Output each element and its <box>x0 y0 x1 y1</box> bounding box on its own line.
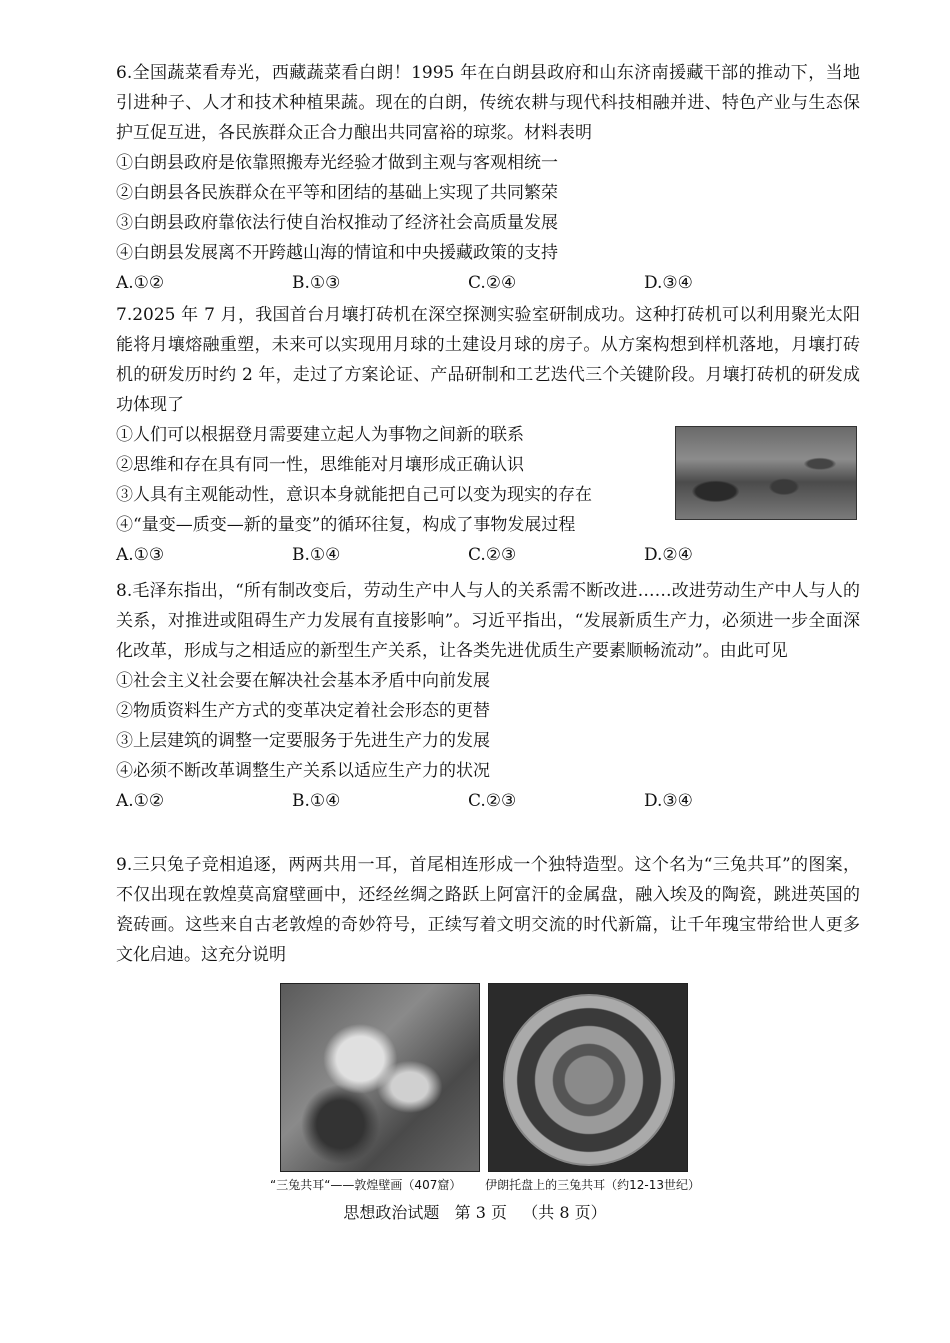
question-6-option-3: ③白朗县政府靠依法行使自治权推动了经济社会高质量发展 <box>116 213 558 233</box>
question-7-option-2: ②思维和存在具有同一性，思维能对月壤形成正确认识 <box>116 455 524 475</box>
choice-a: A.①③ <box>116 545 165 565</box>
choice-b: B.①④ <box>292 791 341 811</box>
question-8-option-4: ④必须不断改革调整生产关系以适应生产力的状况 <box>116 761 490 781</box>
question-9 <box>116 850 860 970</box>
lunar-soil-photo <box>675 426 857 520</box>
question-8-option-2: ②物质资料生产方式的变革决定着社会形态的更替 <box>116 701 490 721</box>
question-7-option-1: ①人们可以根据登月需要建立起人为事物之间新的联系 <box>116 425 524 445</box>
figure-captions <box>270 1176 700 1193</box>
question-8-stem: 8.毛泽东指出，“所有制改变后，劳动生产中人与人的关系需不断改进……改进劳动生产中人与人的关系，对推进或阻碍生产力发展有直接影响”。习近平指出，“发展新质生产力，必须进一步全面深化改革，形成与之相适应的新型生产关系，让各类先进优质生产要素顺畅流动”。由此可见 <box>116 581 860 661</box>
choice-a: A.①② <box>116 791 165 811</box>
question-8-option-3: ③上层建筑的调整一定要服务于先进生产力的发展 <box>116 731 490 751</box>
choice-a: A.①② <box>116 273 165 293</box>
question-8 <box>116 576 860 816</box>
question-8-option-1: ①社会主义社会要在解决社会基本矛盾中向前发展 <box>116 671 490 691</box>
choice-b: B.①③ <box>292 273 341 293</box>
choice-c: C.②④ <box>468 273 517 293</box>
choice-b: B.①④ <box>292 545 341 565</box>
page-footer: 思想政治试题 第 3 页 （共 8 页） <box>343 1203 607 1222</box>
choice-c: C.②③ <box>468 791 517 811</box>
question-6-choices <box>116 268 860 298</box>
question-6-option-1: ①白朗县政府是依靠照搬寿光经验才做到主观与客观相统一 <box>116 153 558 173</box>
choice-c: C.②③ <box>468 545 517 565</box>
question-8-choices <box>116 786 860 816</box>
question-6 <box>116 58 860 298</box>
caption-right: 伊朗托盘上的三兔共耳（约12-13世纪） <box>485 1178 700 1192</box>
question-6-option-4: ④白朗县发展离不开跨越山海的情谊和中央援藏政策的支持 <box>116 243 558 263</box>
question-9-stem: 9.三只兔子竞相追逐，两两共用一耳，首尾相连形成一个独特造型。这个名为“三兔共耳”的图案，不仅出现在敦煌莫高窟壁画中，还经丝绸之路跃上阿富汗的金属盘，融入埃及的陶瓷，跳进英国的瓷砖画。这些来自古老敦煌的奇妙符号，正续写着文明交流的时代新篇，让千年瑰宝带给世人更多文化启迪。这充分说明 <box>116 855 860 965</box>
question-6-option-2: ②白朗县各民族群众在平等和团结的基础上实现了共同繁荣 <box>116 183 558 203</box>
question-7-stem: 7.2025 年 7 月，我国首台月壤打砖机在深空探测实验室研制成功。这种打砖机可以利用聚光太阳能将月壤熔融重塑，未来可以实现用月球的土建设月球的房子。从方案构想到样机落地，月壤打砖机的研发历时约 2 年，走过了方案论证、产品研制和工艺迭代三个关键阶段。月壤打砖机的研发成功体现了 <box>116 305 860 415</box>
choice-d: D.③④ <box>644 273 693 293</box>
tray-plate-shape <box>503 994 675 1166</box>
choice-d: D.③④ <box>644 791 693 811</box>
question-7-option-4: ④“量变—质变—新的量变”的循环往复，构成了事物发展过程 <box>116 515 576 535</box>
question-7-choices <box>116 540 860 570</box>
question-6-stem: 6.全国蔬菜看寿光，西藏蔬菜看白朗！1995 年在白朗县政府和山东济南援藏干部的推动下，当地引进种子、人才和技术种植果蔬。现在的白朗，传统农耕与现代科技相融并进、特色产业与生态保护互促互进，各民族群众正合力酿出共同富裕的琼浆。材料表明 <box>116 63 860 143</box>
caption-left: “三兔共耳“——敦煌壁画（407窟） <box>270 1178 462 1192</box>
iran-tray-photo <box>488 983 688 1172</box>
choice-d: D.②④ <box>644 545 693 565</box>
question-7-option-3: ③人具有主观能动性，意识本身就能把自己可以变为现实的存在 <box>116 485 592 505</box>
dunhuang-mural-photo <box>280 983 480 1172</box>
